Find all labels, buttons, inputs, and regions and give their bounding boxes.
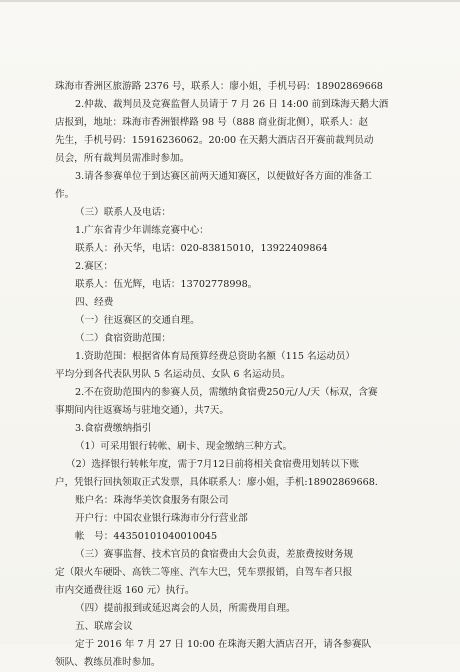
text-line: 帐 号：44350101040010045 — [75, 531, 218, 542]
text-line: 1.广东省青少年训练竞赛中心： — [75, 225, 209, 236]
text-line: （1）可采用银行转帐、刷卡、现金缴纳三种方式。 — [75, 441, 293, 452]
text-line: 珠海市香洲区旅游路 2376 号，联系人：廖小姐，手机号码：18902869668 — [55, 81, 383, 92]
text-line: 联系人：伍光辉，电话：13702778998。 — [75, 279, 258, 290]
text-line: 联系人：孙天华，电话：020-83815010，13922409864 — [75, 243, 328, 254]
text-line: 定（限火车硬卧、高铁二等座、汽车大巴，凭车票报销，自驾车者只报 — [55, 567, 353, 578]
text-line: 平均分到各代表队男队 5 名运动员、女队 6 名运动员。 — [55, 369, 291, 380]
text-line: 店报到，地址：珠海市香洲银桦路 98 号（888 商业街北侧），联系人：赵 — [55, 117, 369, 128]
text-line: 四、经费 — [75, 297, 114, 308]
text-line: （三）赛事监督、技术官员的食宿费由大会负责，差旅费按财务规 — [75, 549, 354, 560]
text-line: 市内交通费往返 160 元）执行。 — [55, 585, 195, 596]
text-line: 员会，所有裁判员需准时参加。 — [55, 153, 190, 164]
text-line: 账户名：珠海华美饮食服务有限公司 — [75, 495, 229, 506]
text-line: 领队、教练员准时参加。 — [55, 657, 161, 668]
text-line: 五、联席会议 — [75, 621, 133, 632]
text-line: 2.不在资助范围内的参赛人员，需缴纳食宿费250元/人/天（标双，含赛 — [75, 387, 378, 398]
text-line: 3.食宿费缴纳指引 — [75, 423, 152, 434]
text-line: 2.赛区： — [75, 261, 113, 272]
text-line: 定于 2016 年 7 月 27 日 10:00 在珠海天鹅大酒店召开，请各参赛队 — [75, 639, 372, 650]
scan-edge — [0, 0, 460, 2]
text-line: （二）食宿资助范围： — [75, 333, 171, 344]
text-line: 开户行：中国农业银行珠海市分行营业部 — [75, 513, 248, 524]
document-body — [55, 78, 420, 672]
text-line: 先生，手机号码：15916236062。20:00 在天鹅大酒店召开赛前裁判员动 — [55, 135, 374, 146]
text-line: （一）往返赛区的交通自理。 — [75, 315, 200, 326]
text-line: （四）提前报到或延迟离会的人员，所需费用自理。 — [75, 603, 296, 614]
text-line: 3.请各参赛单位于到达赛区前两天通知赛区，以便做好各方面的准备工 — [75, 171, 372, 182]
text-line: 2.仲裁、裁判员及竞赛监督人员请于 7 月 26 日 14:00 前到珠海天鹅大酒 — [75, 99, 389, 110]
text-line: （2）选择银行转帐年度，需于7月12日前将相关食宿费用划转以下账 — [66, 459, 360, 470]
text-line: 作。 — [55, 189, 75, 200]
text-line: 1.资助范围：根据省体育局预算经费总资助名额（115 名运动员） — [75, 351, 355, 362]
text-line: 事期间内往返赛场与驻地交通），共7天。 — [55, 405, 229, 416]
text-line: （三）联系人及电话： — [75, 207, 171, 218]
text-line: 户，凭银行回执领取正式发票，具体联系人：廖小姐，手机:18902869668. — [55, 477, 378, 488]
